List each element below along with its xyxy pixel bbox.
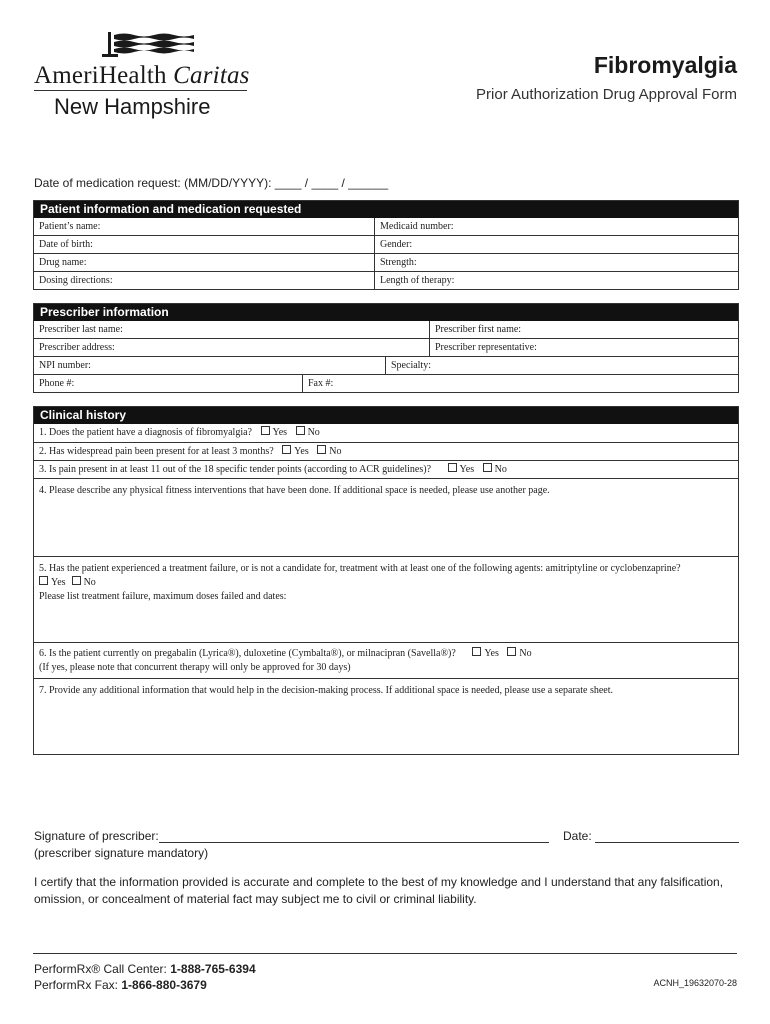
q3-yes-checkbox[interactable] (448, 463, 457, 472)
date-of-birth-field[interactable]: Date of birth: (39, 239, 93, 250)
footer-divider (33, 953, 737, 954)
signature-date-field[interactable]: Date: (563, 829, 739, 843)
prescriber-last-name-field[interactable]: Prescriber last name: (39, 324, 123, 335)
logo-divider (34, 90, 247, 91)
question-6: 6. Is the patient currently on pregabalin (Lyrica®), duloxetine (Cymbalta®), or milnacipran (Savella®)? Yes No (If yes, please note that concurrent therapy will only be approved for 30 days) (34, 642, 738, 678)
call-center-info: PerformRx® Call Center: 1-888-765-6394 (34, 962, 256, 976)
brand-name: AmeriHealth Caritas (34, 62, 250, 89)
medication-request-date[interactable]: Date of medication request: (MM/DD/YYYY): ____ / ____ / ______ (34, 176, 389, 190)
prescriber-first-name-field[interactable]: Prescriber first name: (429, 321, 738, 338)
date-line[interactable] (595, 830, 739, 843)
signature-line[interactable] (159, 830, 549, 843)
q1-yes-checkbox[interactable] (261, 426, 270, 435)
q2-yes-checkbox[interactable] (282, 445, 291, 454)
page-subtitle: Prior Authorization Drug Approval Form (476, 86, 737, 103)
fax-number: 1-866-880-3679 (121, 978, 207, 992)
dosing-directions-field[interactable]: Dosing directions: (39, 275, 113, 286)
npi-number-field[interactable]: NPI number: (39, 360, 91, 371)
patient-section (33, 200, 739, 290)
q1-no-checkbox[interactable] (296, 426, 305, 435)
phone-field[interactable]: Phone #: (39, 378, 75, 389)
q5-yes-checkbox[interactable] (39, 576, 48, 585)
form-code: ACNH_19632070-28 (653, 978, 737, 988)
prescriber-address-field[interactable]: Prescriber address: (39, 342, 115, 353)
question-1: 1. Does the patient have a diagnosis of fibromyalgia? Yes No (39, 427, 320, 438)
prescriber-section (33, 303, 739, 393)
question-2: 2. Has widespread pain been present for at least 3 months? Yes No (34, 442, 738, 460)
brand-region: New Hampshire (54, 94, 211, 119)
medicaid-number-field[interactable]: Medicaid number: (374, 218, 738, 235)
strength-field[interactable]: Strength: (374, 254, 738, 271)
question-4[interactable]: 4. Please describe any physical fitness interventions that have been done. If additional space is needed, please use another page. (34, 478, 738, 556)
q6-yes-checkbox[interactable] (472, 647, 481, 656)
specialty-field[interactable]: Specialty: (385, 357, 738, 374)
signature-note: (prescriber signature mandatory) (34, 846, 209, 860)
prescriber-signature-field[interactable]: Signature of prescriber: (34, 829, 549, 843)
question-7[interactable]: 7. Provide any additional information that would help in the decision-making process. If additional space is needed, please use a separate sheet. (34, 678, 738, 754)
q6-no-checkbox[interactable] (507, 647, 516, 656)
page-title: Fibromyalgia (593, 52, 737, 78)
flag-icon (102, 32, 212, 58)
q5-no-checkbox[interactable] (72, 576, 81, 585)
certification-text: I certify that the information provided is accurate and complete to the best of my knowledge and I understand that any falsification, omission, or concealment of material fact may subject me to civil or criminal liability. (34, 875, 724, 906)
drug-name-field[interactable]: Drug name: (39, 257, 87, 268)
q3-no-checkbox[interactable] (483, 463, 492, 472)
fax-info: PerformRx Fax: 1-866-880-3679 (34, 978, 207, 992)
clinical-section-heading: Clinical history (34, 407, 738, 424)
company-logo (34, 32, 264, 122)
length-of-therapy-field[interactable]: Length of therapy: (374, 272, 738, 289)
gender-field[interactable]: Gender: (374, 236, 738, 253)
prescriber-representative-field[interactable]: Prescriber representative: (429, 339, 738, 356)
clinical-section (33, 406, 739, 755)
prescriber-section-heading: Prescriber information (34, 304, 738, 321)
question-5[interactable]: 5. Has the patient experienced a treatment failure, or is not a candidate for, treatment with at least one of the following agents: amitriptyline or cyclobenzaprine? Yes No Please list treatment failure, maximum doses failed and dates: (34, 556, 738, 642)
call-center-number: 1-888-765-6394 (170, 962, 256, 976)
fax-field[interactable]: Fax #: (302, 375, 738, 392)
q2-no-checkbox[interactable] (317, 445, 326, 454)
question-3: 3. Is pain present in at least 11 out of the 18 specific tender points (according to ACR guidelines)? Yes No (34, 460, 738, 478)
patient-name-field[interactable]: Patient’s name: (39, 221, 101, 232)
patient-section-heading: Patient information and medication requested (34, 201, 738, 218)
